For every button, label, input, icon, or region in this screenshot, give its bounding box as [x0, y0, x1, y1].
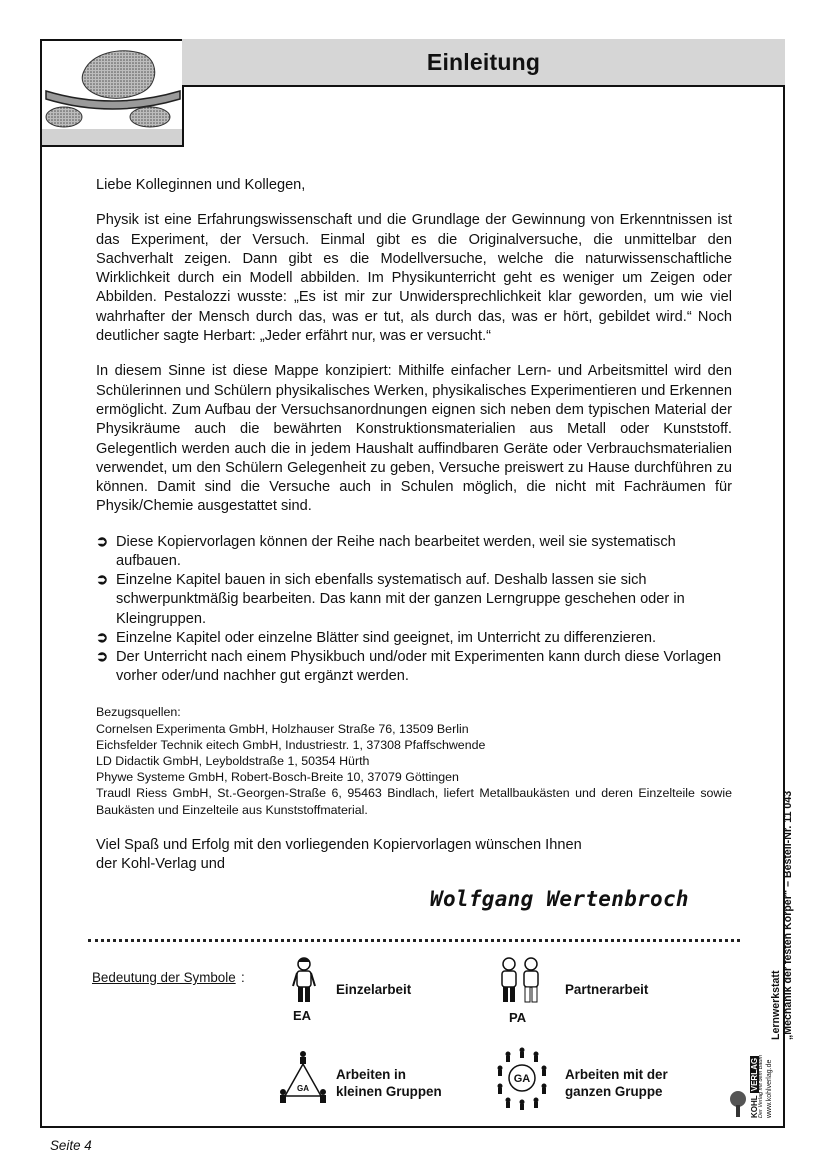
- closing: [96, 836, 732, 875]
- list-item: ➲ Einzelne Kapitel bauen in sich ebenfalls systematisch auf. Deshalb lassen sie sich schwerpunktmäßig bearbeiten. Das kann mit der ganzen Lerngruppe geschehen oder in Kleingruppen.: [96, 572, 685, 627]
- arrow-bullet-icon: ➲: [96, 648, 109, 665]
- symbol-label-pa: Partnerarbeit: [565, 982, 649, 997]
- list-item: ➲ Einzelne Kapitel oder einzelne Blätter sind geeignet, im Unterricht zu differenzieren.: [96, 629, 732, 648]
- paragraph-1: Physik ist eine Erfahrungswissenschaft und die Grundlage der Gewinnung von Erkenntnissen ist das Experiment, der Versuch. Einmal gibt es die Originalversuche, die unmittelbar den Sachverhalt zeigen. Dann gibt es die Modellversuche, welche die naturwissenschaftliche Wirklichkeit durch ein Modell abbilden. Im Physikunterricht geht es weniger um Zeigen oder Abbilden. Pestalozzi wusste: „Es ist mir zur Unwidersprechlichkeit klar geworden, um wie viel wahrhafter der Mensch durch das, was er tut, als durch das, was er hört, gebildet wird.“ Noch deutlicher sagte Herbart: „Jeder erfährt nur, was er versucht.“: [96, 212, 732, 345]
- symbol-label-ea: Einzelarbeit: [336, 982, 412, 997]
- source-item: LD Didactik GmbH, Leyboldstraße 1, 50354 Hürth: [96, 753, 370, 768]
- tree-logo-icon: [728, 1090, 748, 1118]
- legend-title: Bedeutung der Symbole: [92, 970, 236, 985]
- publisher-slogan: Der Verlag mit dem Baum: [758, 1054, 764, 1118]
- page-title: Einleitung: [426, 48, 541, 75]
- source-item: Phywe Systeme GmbH, Robert-Bosch-Breite 10, 37079 Göttingen: [96, 770, 459, 785]
- page-number: Seite 4: [50, 1138, 92, 1153]
- source-item: Cornelsen Experimenta GmbH, Holzhauser Straße 76, 13509 Berlin: [96, 721, 469, 736]
- title-bar: [182, 39, 785, 87]
- closing-line-2: der Kohl-Verlag und: [96, 856, 225, 873]
- symbol-label-ga-small: Arbeiten in kleinen Gruppen: [336, 1067, 442, 1099]
- symbol-label-ga-whole: Arbeiten mit der ganzen Gruppe: [565, 1067, 668, 1099]
- sidebar-vertical-text: Lernwerkstatt „Mechanik der festen Körper“ – Bestell-Nr. 11 043: [770, 790, 794, 1040]
- symbol-code-pa: PA: [509, 1010, 527, 1025]
- two-persons-icon: [496, 956, 544, 1006]
- small-group-triangle-icon: [278, 1050, 328, 1106]
- closing-line-1: Viel Spaß und Erfolg mit den vorliegenden Kopiervorlagen wünschen Ihnen: [96, 836, 582, 853]
- sources-section: [96, 704, 732, 817]
- arrow-bullet-icon: ➲: [96, 629, 109, 646]
- arrow-bullet-icon: ➲: [96, 533, 109, 550]
- legend-title-colon: :: [241, 970, 245, 985]
- source-item: Traudl Riess GmbH, St.-Georgen-Straße 6, 95463 Bindlach, liefert Metallbaukästen und deren Einzelteile sowie Baukästen und Einzelteile aus Kunststoffmaterial.: [96, 786, 732, 817]
- publisher-url: www.kohlverlag.de: [766, 1059, 773, 1118]
- greeting: Liebe Kolleginnen und Kollegen,: [96, 177, 306, 193]
- arrow-bullet-icon: ➲: [96, 572, 109, 589]
- header-gray-strip: [42, 129, 182, 145]
- signature: Wolfgang Wertenbroch: [430, 887, 689, 911]
- whole-group-circle-icon: [496, 1046, 548, 1110]
- symbol-code-ga-small: GA: [297, 1084, 309, 1093]
- dotted-divider: [88, 939, 740, 942]
- list-item: ➲ Der Unterricht nach einem Physikbuch und/oder mit Experimenten kann durch diese Vorlagen vorher oder/und nachher gut ergänzt werden.: [96, 648, 722, 685]
- source-item: Eichsfelder Technik eitech GmbH, Industriestr. 1, 37308 Pfaffschwende: [96, 737, 486, 752]
- sidebar-title: Lernwerkstatt: [770, 970, 782, 1040]
- publisher-logo-text: KOHL VERLAG: [750, 1057, 759, 1118]
- list-item: ➲ Diese Kopiervorlagen können der Reihe nach bearbeitet werden, weil sie systematisch aufbauen.: [96, 533, 676, 569]
- bullet-list: [96, 533, 732, 687]
- sidebar-subtitle: „Mechanik der festen Körper“: [782, 889, 794, 1040]
- sources-title: Bezugsquellen:: [96, 705, 181, 720]
- symbol-code-ga-whole: GA: [513, 1073, 531, 1085]
- symbol-code-ea: EA: [293, 1008, 312, 1023]
- header-illustration: [40, 39, 184, 147]
- main-content: [96, 176, 732, 874]
- single-person-icon: [288, 956, 320, 1006]
- paragraph-2: In diesem Sinne ist diese Mappe konzipiert: Mithilfe einfacher Lern- und Arbeitsmittel wird den Schülerinnen und Schülern physikalisches Werken, physikalisches Experimentieren und Erkennen ermöglicht. Zum Aufbau der Versuchsanordnungen eignen sich neben dem typischen Material der Physikräume auch die bewährten Konstruktionsmaterialien aus Metall oder Kunststoff. Gelegentlich werden auch die in jedem Haushalt auffindbaren Geräte oder Verbrauchsmaterialien verwendet, um den Schülern Gelegenheit zu geben, Versuche preiswert zu Hause durchführen zu können. Damit sind die Versuche auch in Schulen möglich, die nicht mit Fachräumen für Physik/Chemie ausgestattet sind.: [96, 363, 732, 515]
- order-number: Bestell-Nr. 11 043: [782, 790, 794, 879]
